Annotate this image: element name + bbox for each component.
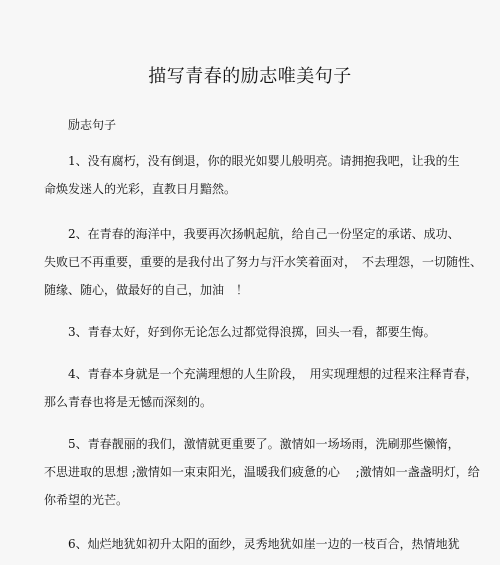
paragraph-line: 3、青春太好，好到你无论怎么过都觉得浪掷，回头一看，都要生悔。 — [68, 325, 436, 339]
paragraph-line: 你希望的光芒。 — [44, 493, 129, 507]
paragraph-1 — [44, 147, 464, 203]
section-heading: 励志句子 — [68, 118, 117, 132]
paragraph-line: 随缘、随心，做最好的自己，加油 ！ — [44, 283, 249, 297]
paragraph-line: 那么青春也将是无憾而深刻的。 — [44, 395, 213, 409]
paragraph-3 — [44, 318, 464, 346]
paragraph-4 — [44, 360, 478, 416]
paragraph-line: 1、没有腐朽，没有倒退，你的眼光如婴儿般明亮。请拥抱我吧，让我的生 — [68, 154, 460, 168]
paragraph-5 — [44, 430, 480, 514]
paragraph-6 — [44, 530, 464, 558]
paragraph-line: 2、在青春的海洋中，我要再次扬帆起航，给自己一份坚定的承诺、成功、 — [68, 227, 460, 241]
paragraph-line: 不思进取的思想 ;激情如一束束阳光，温暖我们疲惫的心 ;激情如一盏盏明灯，给 — [44, 465, 480, 479]
paragraph-line: 命焕发迷人的光彩，直教日月黯然。 — [44, 182, 237, 196]
paragraph-2 — [44, 220, 483, 304]
document-title: 描写青春的励志唯美句子 — [148, 66, 352, 87]
paragraph-line: 5、青春靓丽的我们，激情就更重要了。激情如一场场雨，洗刷那些懒惰， — [68, 437, 460, 451]
paragraph-line: 失败已不再重要，重要的是我付出了努力与汗水笑着面对， 不去理怨，一切随性、 — [44, 255, 483, 269]
paragraph-line: 4、青春本身就是一个充满理想的人生阶段， 用实现理想的过程来注释青春， — [68, 367, 478, 381]
paragraph-line: 6、灿烂地犹如初升太阳的面纱，灵秀地犹如崖一边的一枝百合，热情地犹 — [68, 537, 460, 551]
